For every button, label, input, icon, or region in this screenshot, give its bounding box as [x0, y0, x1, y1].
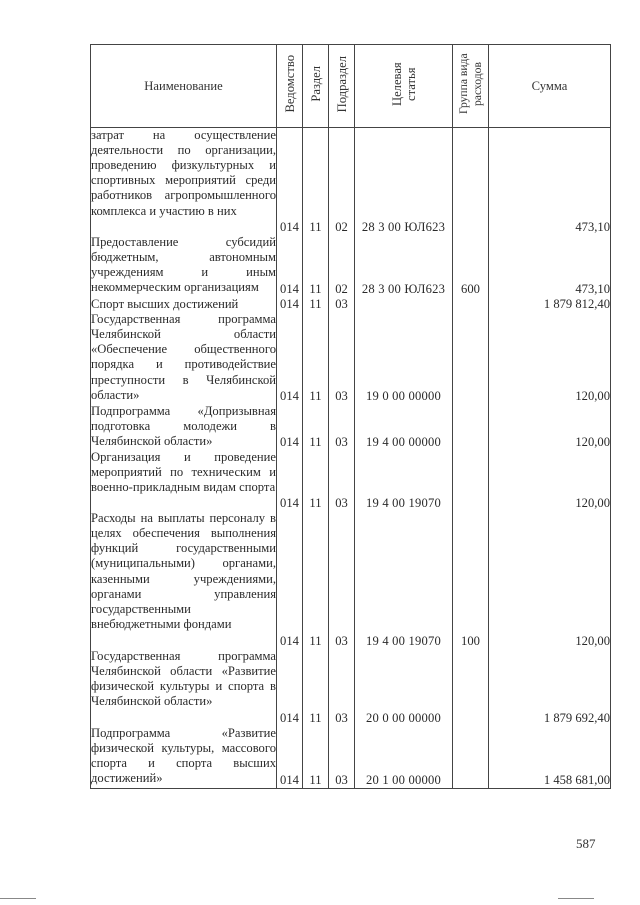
row-article: 20 0 00 00000 [355, 649, 453, 726]
row-section: 11 [303, 312, 329, 404]
row-article: 20 1 00 00000 [355, 726, 453, 789]
row-name: Государственная программа Челябинской области «Обеспечение общественного порядка и противодействие преступности в Челябинской области» [91, 312, 277, 404]
row-subsection: 02 [329, 235, 355, 297]
row-subsection: 03 [329, 297, 355, 312]
row-article: 19 0 00 00000 [355, 312, 453, 404]
row-expense-group [453, 297, 489, 312]
table-row [91, 404, 611, 450]
budget-table [90, 44, 611, 789]
row-amount: 120,00 [489, 312, 611, 404]
row-name: Расходы на выплаты персоналу в целях обеспечения выполнения функций государственными (муниципальными) органами, казенными учреждениями, органами управления государственными внебюджетными фондами [91, 511, 277, 649]
row-amount: 473,10 [489, 128, 611, 236]
header-article: Целевая статья [355, 45, 453, 128]
row-name: затрат на осуществление деятельности по организации, проведению физкультурных и спортивных мероприятий среди работников агропромышленного комплекса и участию в них [91, 128, 277, 236]
row-subsection: 03 [329, 511, 355, 649]
table-header-row [91, 45, 611, 128]
row-expense-group [453, 312, 489, 404]
row-name: Спорт высших достижений [91, 297, 277, 312]
header-expense-group: Группа вида расходов [453, 45, 489, 128]
row-department: 014 [277, 450, 303, 511]
row-amount: 1 879 692,40 [489, 649, 611, 726]
row-name: Предоставление субсидий бюджетным, автономным учреждениям и иным некоммерческим организациям [91, 235, 277, 297]
row-section: 11 [303, 128, 329, 236]
row-department: 014 [277, 312, 303, 404]
row-name: Подпрограмма «Допризывная подготовка молодежи в Челябинской области» [91, 404, 276, 449]
row-article: 19 4 00 00000 [355, 404, 453, 450]
row-article: 28 3 00 ЮЛ623 [355, 128, 453, 236]
row-expense-group [453, 726, 489, 789]
row-subsection: 03 [329, 649, 355, 726]
table-row [91, 511, 611, 649]
row-article: 19 4 00 19070 [355, 511, 453, 649]
row-amount: 1 879 812,40 [489, 297, 611, 312]
header-subsection: Подраздел [329, 45, 355, 128]
row-section: 11 [303, 511, 329, 649]
row-section: 11 [303, 649, 329, 726]
row-name: Государственная программа Челябинской области «Развитие физической культуры и спорта в Челябинской области» [91, 649, 277, 726]
row-section: 11 [303, 726, 329, 789]
row-expense-group: 100 [453, 511, 489, 649]
row-subsection: 02 [329, 128, 355, 236]
row-name: Подпрограмма «Развитие физической культуры, массового спорта и спорта высших достижений» [91, 726, 277, 789]
row-section: 11 [303, 235, 329, 297]
row-department: 014 [277, 511, 303, 649]
row-name: Организация и проведение мероприятий по техническим и военно-прикладным видам спорта [91, 450, 277, 511]
scan-edge-mark [0, 898, 36, 899]
row-department: 014 [277, 235, 303, 297]
row-amount: 120,00 [489, 450, 611, 511]
row-amount: 473,10 [489, 235, 611, 297]
row-article [355, 297, 453, 312]
row-department: 014 [277, 726, 303, 789]
row-section: 11 [303, 297, 329, 312]
row-amount: 120,00 [489, 404, 611, 450]
row-department: 014 [277, 649, 303, 726]
row-expense-group [453, 404, 489, 450]
table-row [91, 649, 611, 726]
row-expense-group [453, 450, 489, 511]
row-section: 11 [303, 404, 329, 450]
row-amount: 1 458 681,00 [489, 726, 611, 789]
row-expense-group [453, 128, 489, 236]
table-row [91, 450, 611, 511]
row-department: 014 [277, 297, 303, 312]
scan-edge-mark [558, 898, 594, 899]
table-row [91, 128, 611, 236]
row-subsection: 03 [329, 726, 355, 789]
row-subsection: 03 [329, 404, 355, 450]
table-row [91, 235, 611, 297]
row-expense-group: 600 [453, 235, 489, 297]
row-amount: 120,00 [489, 511, 611, 649]
row-subsection: 03 [329, 450, 355, 511]
row-article: 28 3 00 ЮЛ623 [355, 235, 453, 297]
row-department: 014 [277, 128, 303, 236]
header-amount: Сумма [489, 45, 611, 128]
header-department: Ведомство [277, 45, 303, 128]
table-row [91, 726, 611, 789]
page-number: 587 [576, 836, 596, 851]
table-row [91, 297, 611, 312]
header-name: Наименование [91, 45, 277, 128]
row-expense-group [453, 649, 489, 726]
row-subsection: 03 [329, 312, 355, 404]
row-section: 11 [303, 450, 329, 511]
table-row [91, 312, 611, 404]
header-section: Раздел [303, 45, 329, 128]
row-department: 014 [277, 404, 303, 450]
row-article: 19 4 00 19070 [355, 450, 453, 511]
